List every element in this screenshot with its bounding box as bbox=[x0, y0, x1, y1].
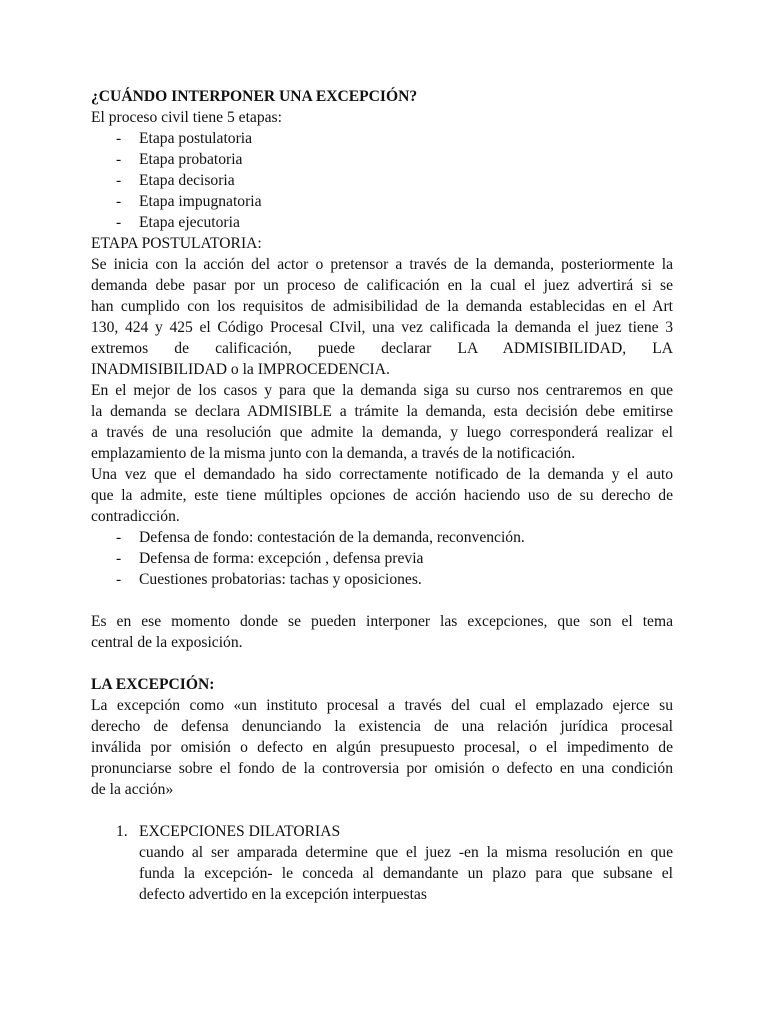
text-line: derecho de defensa denunciando la existencia de una relación jurídica procesal bbox=[91, 718, 673, 735]
text-line: emplazamiento de la misma junto con la demanda, a través de la notificación. bbox=[91, 445, 576, 462]
paragraph-excepcion bbox=[91, 695, 673, 800]
text-line: de la acción» bbox=[91, 781, 174, 798]
text-line: Es en ese momento donde se pueden interponer las excepciones, que son el tema bbox=[91, 613, 673, 630]
text-line: funda la excepción- le conceda al demandante un plazo para que subsane el bbox=[139, 865, 673, 882]
section-heading-excepcion: LA EXCEPCIÓN: bbox=[91, 676, 215, 693]
list-item: - Etapa postulatoria bbox=[116, 130, 253, 147]
numbered-list bbox=[91, 821, 673, 905]
text-line: a través de una resolución que admite la demanda, y luego corresponderá realizar el bbox=[91, 424, 673, 441]
blank-line bbox=[91, 590, 673, 611]
dash-marker: - bbox=[116, 214, 122, 231]
text-line: cuando al ser amparada determine que el juez -en la misma resolución en que bbox=[139, 844, 673, 861]
text-line: pronunciarse sobre el fondo de la controversia por omisión o defecto en una condición bbox=[91, 760, 673, 777]
dash-marker: - bbox=[116, 529, 122, 546]
dash-marker: - bbox=[116, 193, 122, 210]
text-line: 130, 424 y 425 el Código Procesal CIvil, una vez calificada la demanda el juez tiene 3 bbox=[91, 319, 673, 336]
paragraph-postulatoria bbox=[91, 254, 673, 380]
text-line: que la admite, este tiene múltiples opciones de acción haciendo uso de su derecho de bbox=[91, 487, 673, 504]
section-heading-postulatoria: ETAPA POSTULATORIA: bbox=[91, 235, 262, 252]
dash-marker: - bbox=[116, 172, 122, 189]
options-list bbox=[91, 527, 673, 590]
text-line: La excepción como «un instituto procesal a través del cual el emplazado ejerce su bbox=[91, 697, 673, 714]
item-number: 1. bbox=[116, 823, 128, 840]
numbered-item-heading: 1. EXCEPCIONES DILATORIAS bbox=[116, 823, 341, 840]
text-line: extremos de calificación, puede declarar LA ADMISIBILIDAD, LA bbox=[91, 340, 673, 357]
list-item: - Defensa de fondo: contestación de la demanda, reconvención. bbox=[116, 529, 525, 546]
text-line: central de la exposición. bbox=[91, 634, 243, 651]
list-item: - Etapa ejecutoria bbox=[116, 214, 240, 231]
list-item: - Etapa decisoria bbox=[116, 172, 235, 189]
list-item: - Cuestiones probatorias: tachas y oposiciones. bbox=[116, 571, 422, 588]
text-line: INADMISIBILIDAD o la IMPROCEDENCIA. bbox=[91, 361, 390, 378]
stages-list bbox=[91, 128, 673, 233]
blank-line bbox=[91, 653, 673, 674]
text-line: Una vez que el demandado ha sido correctamente notificado de la demanda y el auto bbox=[91, 466, 673, 483]
text-line: contradicción. bbox=[91, 508, 180, 525]
text-line: la demanda se declara ADMISIBLE a trámite la demanda, esta decisión debe emitirse bbox=[91, 403, 673, 420]
text-line: demanda debe pasar por un proceso de calificación en la cual el juez advertirá si se bbox=[91, 277, 673, 294]
paragraph-admisible bbox=[91, 380, 673, 464]
text-line: han cumplido con los requisitos de admisibilidad de la demanda establecidas en el Art bbox=[91, 298, 673, 315]
dash-marker: - bbox=[116, 130, 122, 147]
list-item: - Defensa de forma: excepción , defensa previa bbox=[116, 550, 424, 567]
blank-line bbox=[91, 800, 673, 821]
dash-marker: - bbox=[116, 151, 122, 168]
paragraph-notificado bbox=[91, 464, 673, 527]
text-line: Se inicia con la acción del actor o pretensor a través de la demanda, posteriormente la bbox=[91, 256, 673, 273]
list-item: - Etapa impugnatoria bbox=[116, 193, 262, 210]
list-item: - Etapa probatoria bbox=[116, 151, 243, 168]
dash-marker: - bbox=[116, 571, 122, 588]
paragraph-momento bbox=[91, 611, 673, 653]
text-line: En el mejor de los casos y para que la demanda siga su curso nos centraremos en que bbox=[91, 382, 673, 399]
page-title: ¿CUÁNDO INTERPONER UNA EXCEPCIÓN? bbox=[91, 88, 418, 105]
numbered-item-body bbox=[91, 842, 673, 905]
text-line: inválida por omisión o defecto en algún presupuesto procesal, o el impedimento de bbox=[91, 739, 673, 756]
intro-text: El proceso civil tiene 5 etapas: bbox=[91, 109, 282, 126]
text-line: defecto advertido en la excepción interpuestas bbox=[139, 886, 427, 903]
dash-marker: - bbox=[116, 550, 122, 567]
